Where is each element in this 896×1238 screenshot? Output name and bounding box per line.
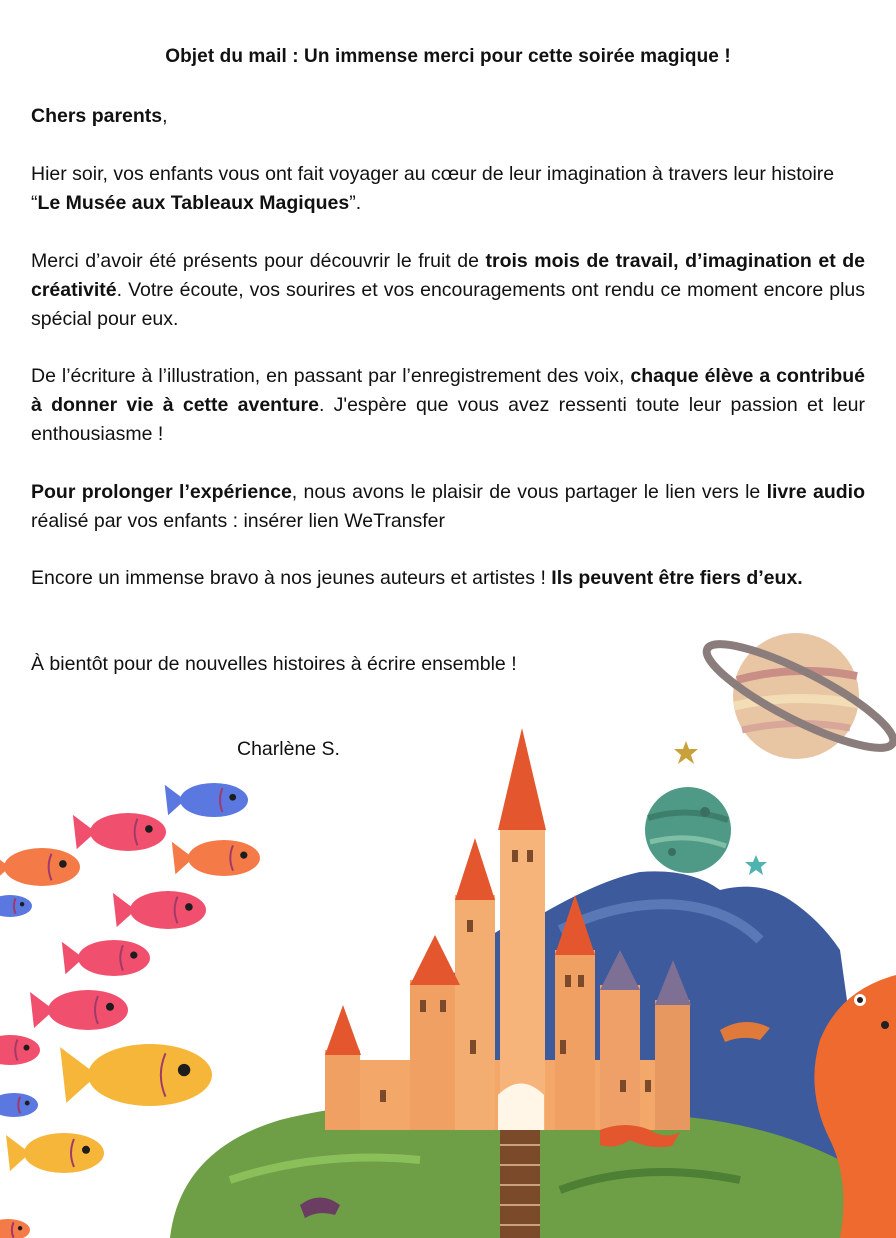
fish-icon: [0, 1035, 40, 1065]
paragraph-closing: À bientôt pour de nouvelles histoires à écrire ensemble !: [31, 653, 517, 675]
fish-icon: [172, 840, 260, 876]
gold-star-icon: [674, 741, 698, 764]
signature: Charlène S.: [237, 738, 340, 760]
fish-icon: [113, 891, 206, 929]
audiobook-label: livre audio: [766, 481, 865, 503]
fish-icon: [0, 848, 80, 886]
email-subject: Objet du mail : Un immense merci pour cette soirée magique !: [165, 46, 731, 67]
fish-icon: [30, 990, 128, 1030]
paragraph-text: Encore un immense bravo à nos jeunes auteurs et artistes !: [31, 567, 552, 589]
teal-star-icon: [745, 855, 767, 875]
greeting-text: Chers parents: [31, 105, 163, 127]
fish-icon: [60, 1044, 212, 1106]
fish-icon: [6, 1133, 104, 1173]
saturn-planet-icon: [696, 627, 896, 764]
paragraph-text: , nous avons le plaisir de vous partager le lien vers le: [291, 481, 767, 503]
paragraph-text: réalisé par vos enfants : insérer lien WeTransfer: [31, 510, 446, 532]
paragraph-text: . J'espère que vous avez ressenti toute leur passion et leur enthousiasme !: [31, 394, 866, 445]
fish-icon: [0, 895, 32, 917]
paragraph-text: Merci d’avoir été présents pour découvrir le fruit de: [31, 250, 486, 272]
green-planet-icon: [645, 787, 731, 873]
fish-icon: [0, 1093, 38, 1117]
story-title: Le Musée aux Tableaux Magiques: [37, 192, 350, 214]
fish-icon: [62, 940, 150, 976]
fish-icon: [165, 783, 248, 817]
paragraph-text: ”.: [349, 192, 362, 214]
greeting-punct: ,: [162, 105, 168, 127]
paragraph-text: De l’écriture à l’illustration, en passant par l’enregistrement des voix,: [31, 365, 631, 387]
paragraph-bold: chaque élève a contribué à donner vie à cette aventure: [31, 365, 865, 416]
paragraph-text: Hier soir, vos enfants vous ont fait voyager au cœur de leur imagination à travers leur histoire “: [31, 163, 835, 214]
paragraph-bold: Ils peuvent être fiers d’eux.: [551, 567, 803, 589]
paragraph-bold: Pour prolonger l’expérience: [31, 481, 292, 503]
fish-icon: [73, 813, 166, 851]
fish-icon: [0, 1219, 30, 1238]
paragraph-text: . Votre écoute, vos sourires et vos encouragements ont rendu ce moment encore plus spécial pour eux.: [31, 279, 865, 330]
paragraph-bold: trois mois de travail, d’imagination et de créativité: [31, 250, 865, 301]
